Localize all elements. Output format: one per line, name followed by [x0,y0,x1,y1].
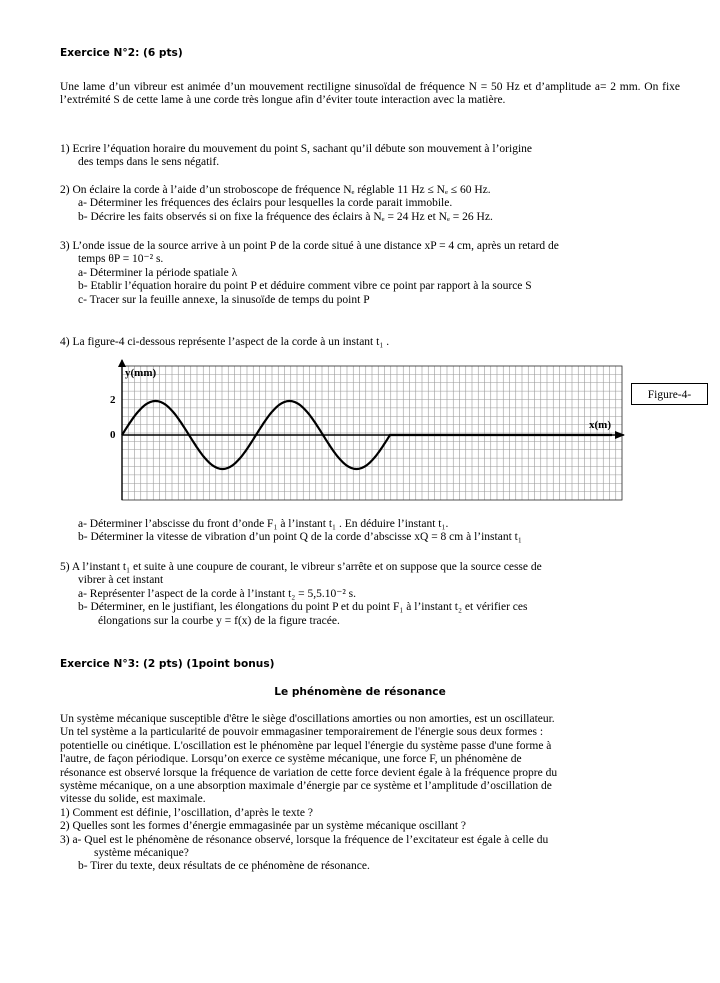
chart-axes [118,359,625,500]
exercise-3-title: Exercice N°3: (2 pts) (1point bonus) [60,658,275,670]
question-4-line-1: 4) La figure-4 ci-dessous représente l’aspect de la corde à un instant t₁ . [60,336,390,348]
y-tick-label-0: 0 [110,429,116,441]
question-4-parts [60,518,690,545]
x-axis-arrow [615,431,625,439]
question-3 [60,240,690,307]
question-5-line-1: 5) A l’instant t₁ et suite à une coupure de courant, le vibreur s’arrête et on suppose que la source cesse de [60,561,542,573]
question-5-b-line-2: élongations sur la courbe y = f(x) de la figure tracée. [98,614,340,627]
question-5-line-2: vibrer à cet instant [78,574,164,587]
exercise-2-title: Exercice N°2: (6 pts) [60,47,183,59]
question-5-a: a- Représenter l’aspect de la corde à l’instant t₂ = 5,5.10⁻² s. [78,587,357,600]
question-2-a: a- Déterminer les fréquences des éclairs pour lesquelles la corde parait immobile. [78,197,453,210]
question-1-line-2: des temps dans le sens négatif. [78,156,220,169]
question-5-b-line-1: b- Déterminer, en le justifiant, les élongations du point P et du point F₁ à l’instant t₂ et vérifier ces [78,601,528,614]
figure-4-chart [110,358,630,506]
y-tick-label-2: 2 [110,394,116,406]
figure-4-label: Figure-4- [631,383,708,405]
ex3-question-1: 1) Comment est définie, l’oscillation, d’après le texte ? [60,806,313,819]
text-line-1: Un système mécanique susceptible d'être le siège d'oscillations amorties ou non amorties, est un oscillateur. [60,713,555,725]
question-4 [60,336,690,349]
ex3-question-3-line-2: système mécanique? [94,847,189,860]
text-line-3: potentielle ou cinétique. L'oscillation est le phénomène par lequel l'énergie du système passe d'une forme à [60,739,552,752]
chart-grid [122,366,622,500]
text-line-4: l'autre, de façon périodique. Lorsqu’on exerce ce système mécanique, une force F, un phénomène de [60,753,522,766]
question-3-c: c- Tracer sur la feuille annexe, la sinusoïde de temps du point P [78,293,370,306]
y-axis-arrow [118,359,126,367]
question-2-line-1: 2) On éclaire la corde à l’aide d’un stroboscope de fréquence Nₑ réglable 11 Hz ≤ Nₑ ≤ 60 Hz. [60,184,491,196]
question-3-line-2: temps θP = 10⁻² s. [78,253,164,266]
exercise-2-intro: Une lame d’un vibreur est animée d’un mouvement rectiligne sinusoïdal de fréquence N = 50 Hz et d’amplitude a= 2 mm. On fixe l’extrémité S de cette lame à une corde très longue afin d’éviter toute interaction avec la matière. [60,81,680,107]
ex3-question-3-line-1: 3) a- Quel est le phénomène de résonance observé, lorsque la fréquence de l’excitateur est égale à celle du [60,833,549,846]
question-3-line-1: 3) L’onde issue de la source arrive à un point P de la corde situé à une distance xP = 4 cm, après un retard de [60,240,559,252]
question-3-a: a- Déterminer la période spatiale λ [78,266,238,279]
ex3-question-3-b: b- Tirer du texte, deux résultats de ce phénomène de résonance. [78,860,370,873]
text-line-6: système mécanique, on a une absorption maximale d’énergie par ce système et l’amplitude d’oscillation de [60,780,552,793]
question-1-line-1: 1) Ecrire l’équation horaire du mouvement du point S, sachant qu’il débute son mouvement à l’origine [60,143,533,155]
question-3-b: b- Etablir l’équation horaire du point P et déduire comment vibre ce point par rapport à la source S [78,280,532,293]
exercise-3-subtitle: Le phénomène de résonance [274,686,446,698]
question-2 [60,184,690,224]
question-5 [60,561,690,628]
x-axis-label: x(m) [589,419,611,431]
question-2-b: b- Décrire les faits observés si on fixe la fréquence des éclairs à Nₑ = 24 Hz et Nₑ = 26 Hz. [78,210,493,223]
ex3-question-2: 2) Quelles sont les formes d’énergie emmagasinée par un système mécanique oscillant ? [60,820,466,833]
question-1 [60,143,690,170]
text-line-2: Un tel système a la particularité de pouvoir emmagasiner temporairement de l'énergie sous deux formes : [60,726,544,739]
y-axis-label: y(mm) [125,367,157,379]
exercise-3-text [60,713,700,874]
text-line-7: vitesse du solide, est maximale. [60,793,206,806]
text-line-5: résonance est observé lorsque la fréquence de variation de cette force devient égale à la fréquence propre du [60,766,558,779]
question-4-b: b- Déterminer la vitesse de vibration d’un point Q de la corde d’abscisse xQ = 8 cm à l’instant t₁ [78,531,522,544]
question-4-a: a- Déterminer l’abscisse du front d’onde F₁ à l’instant t₁ . En déduire l’instant t₁. [78,518,449,530]
